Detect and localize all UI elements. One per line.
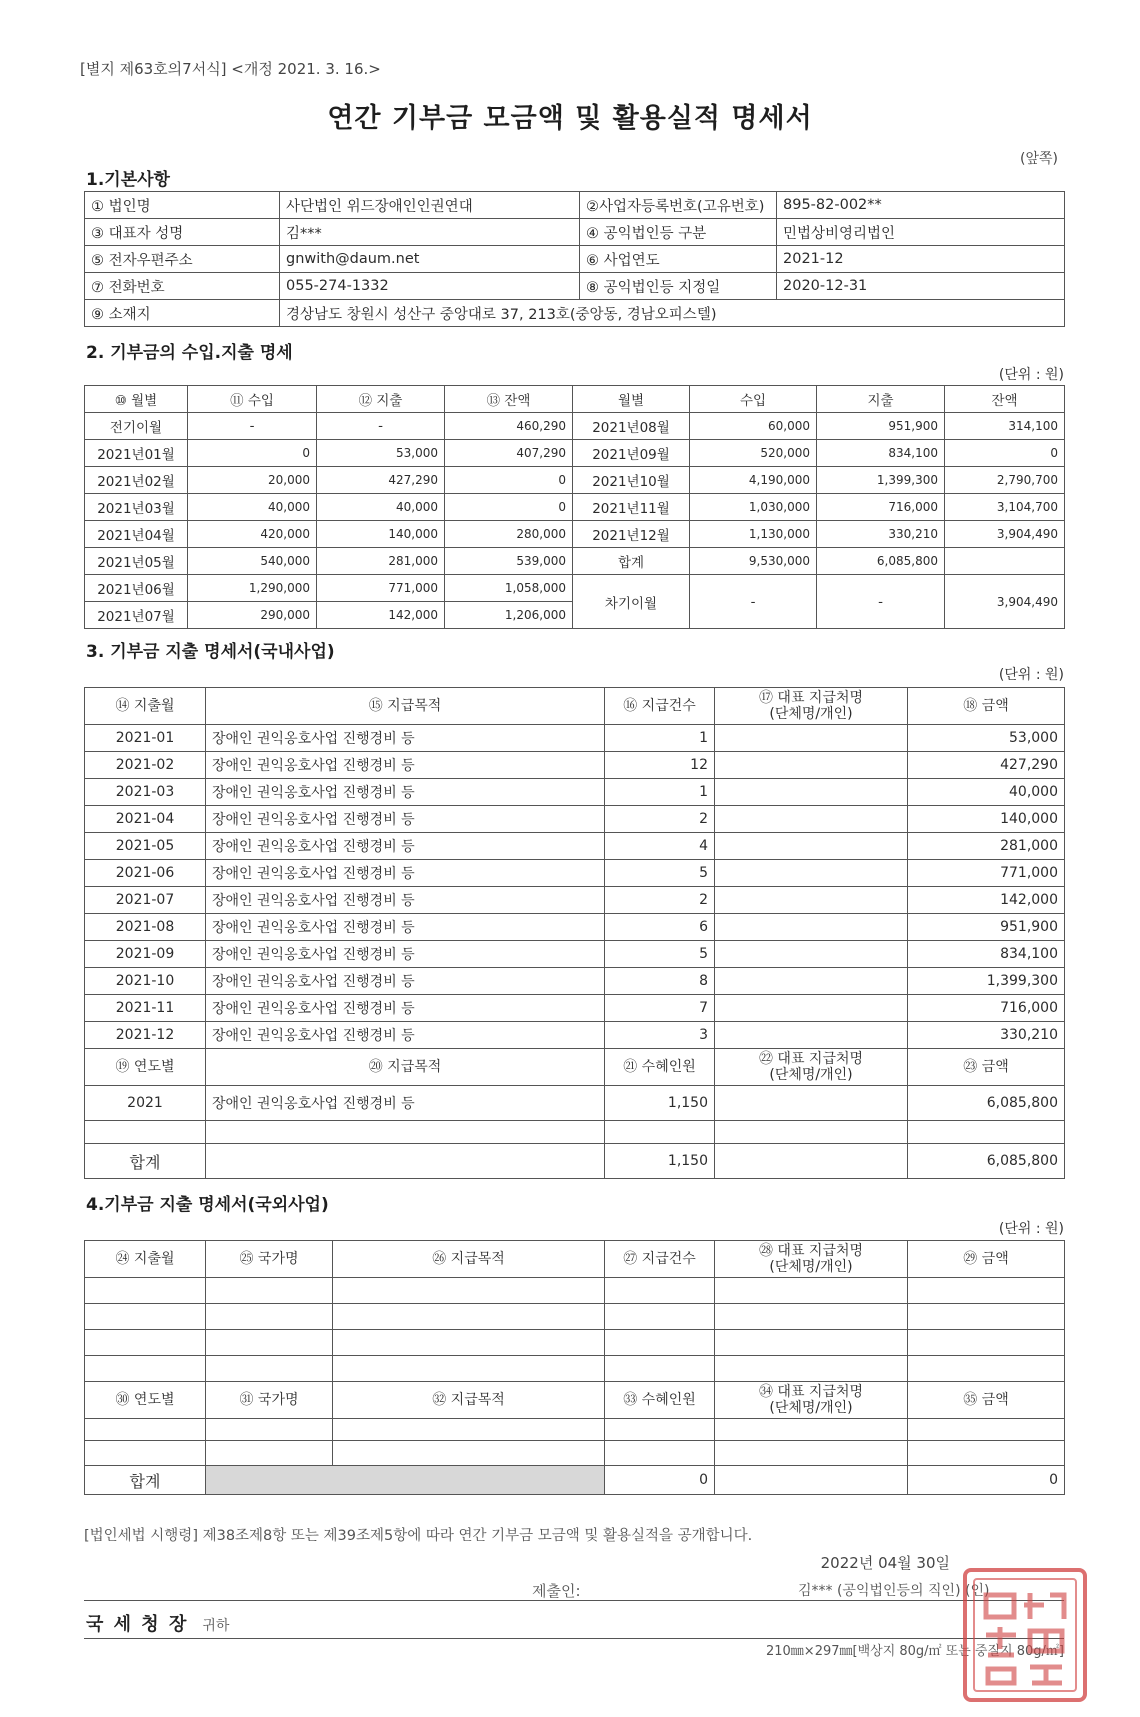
empty-cell [715,1419,908,1441]
empty-cell [333,1356,605,1382]
amount-cell: 420,000 [188,521,317,548]
amount-cell: 280,000 [445,521,573,548]
carry-cell: - [817,575,945,629]
gray-block [206,1466,605,1495]
month-cell: 2021년08월 [573,413,690,440]
month-cell: 2021년10월 [573,467,690,494]
payee-cell [715,995,908,1022]
domestic-expense-table [84,687,1065,1179]
month-cell: 2021년02월 [85,467,188,494]
column-header: ⑩ 월별 [85,386,188,413]
amount-cell: 3,904,490 [945,521,1065,548]
table-row [85,941,1065,968]
amount-cell [908,1121,1065,1144]
submitter-label: 제출인: [532,1582,581,1600]
amount-cell: 1,030,000 [690,494,817,521]
table-header [85,386,1065,413]
column-header: ㉞ 대표 지급처명 (단체명/개인) [715,1382,908,1419]
section4-title: 4.기부금 지출 명세서(국외사업) [86,1195,329,1215]
empty-cell [715,1356,908,1382]
empty-cell [715,1278,908,1304]
month-cell: 2021-03 [85,779,206,806]
month-cell: 2021년03월 [85,494,188,521]
amount-cell: 427,290 [317,467,445,494]
amount-cell: 834,100 [817,440,945,467]
page-side: (앞쪽) [1020,151,1058,167]
amount-cell: 834,100 [908,941,1065,968]
amount-cell: - [317,413,445,440]
column-header: 수입 [690,386,817,413]
section2-title: 2. 기부금의 수입.지출 명세 [86,343,293,363]
payee-cell [715,806,908,833]
amount-cell: 1,290,000 [188,575,317,602]
month-cell: 2021-02 [85,752,206,779]
count-cell: 8 [605,968,715,995]
table-row [85,995,1065,1022]
empty-row [85,1441,1065,1466]
basic-info-row [85,246,1065,273]
amount-cell: 407,290 [445,440,573,467]
column-header: ⑮ 지급목적 [206,688,605,725]
amount-cell: 1,130,000 [690,521,817,548]
amount-cell: 281,000 [317,548,445,575]
amount-cell: 716,000 [817,494,945,521]
table-header [85,1382,1065,1419]
year-cell: 2021 [85,1086,206,1121]
column-header: ㉘ 대표 지급처명 (단체명/개인) [715,1241,908,1278]
field-label: ②사업자등록번호(고유번호) [580,192,777,219]
table-row [85,548,1065,575]
count-cell: 1 [605,725,715,752]
empty-cell [605,1278,715,1304]
amount-cell: - [188,413,317,440]
field-label: ① 법인명 [85,192,280,219]
column-header: ㉖ 지급목적 [333,1241,605,1278]
amount-cell: 460,290 [445,413,573,440]
month-cell: 2021-11 [85,995,206,1022]
amount-cell: 330,210 [908,1022,1065,1049]
empty-cell [333,1441,605,1466]
column-header: ㉙ 금액 [908,1241,1065,1278]
table-row [85,494,1065,521]
carry-cell: 3,904,490 [945,575,1065,629]
empty-cell [85,1330,206,1356]
field-value: 2020-12-31 [777,273,1065,300]
month-cell: 2021년07월 [85,602,188,629]
overseas-expense-table [84,1240,1065,1495]
empty-cell [605,1356,715,1382]
column-header: ㉕ 국가명 [206,1241,333,1278]
amount-cell: 540,000 [188,548,317,575]
table-row [85,860,1065,887]
payee-cell [715,1121,908,1144]
empty-row [85,1278,1065,1304]
count-cell: 7 [605,995,715,1022]
month-cell: 2021-08 [85,914,206,941]
footer-divider-2 [84,1638,1064,1639]
empty-cell [85,1419,206,1441]
month-cell: 2021년12월 [573,521,690,548]
basic-info-table [84,191,1065,327]
paper-spec: 210㎜×297㎜[백상지 80g/㎡ 또는 중질지 80g/㎡] [765,1644,1064,1659]
payee-cell [715,860,908,887]
empty-row [85,1304,1065,1330]
total-label: 합계 [85,1466,206,1495]
month-cell: 2021년09월 [573,440,690,467]
total-amount: 6,085,800 [908,1144,1065,1179]
amount-cell: 0 [445,494,573,521]
field-label: ⑤ 전자우편주소 [85,246,280,273]
beneficiary-cell: 1,150 [605,1086,715,1121]
count-cell: 3 [605,1022,715,1049]
month-cell: 합계 [573,548,690,575]
table-row [85,752,1065,779]
addressee-suffix: 귀하 [202,1618,230,1634]
page-title: 연간 기부금 모금액 및 활용실적 명세서 [327,103,813,134]
empty-cell [85,1278,206,1304]
empty-cell [333,1278,605,1304]
table-row [85,887,1065,914]
month-cell: 전기이월 [85,413,188,440]
empty-cell [908,1278,1065,1304]
empty-cell [206,1441,333,1466]
column-header: ⑭ 지출월 [85,688,206,725]
form-id: [별지 제63호의7서식] <개정 2021. 3. 16.> [80,60,381,78]
payee-cell [715,941,908,968]
basic-info-row [85,219,1065,246]
total-label: 합계 [85,1144,206,1179]
amount-cell: 140,000 [317,521,445,548]
total-empty [715,1466,908,1495]
count-cell: 5 [605,941,715,968]
purpose-cell: 장애인 권익옹호사업 진행경비 등 [206,860,605,887]
section4-unit: (단위 : 원) [998,1221,1064,1237]
column-header: ⑰ 대표 지급처명 (단체명/개인) [715,688,908,725]
table-row [85,806,1065,833]
amount-cell: 6,085,800 [908,1086,1065,1121]
table-row [85,1086,1065,1121]
amount-cell: 0 [188,440,317,467]
table-row [85,833,1065,860]
basic-info-row [85,273,1065,300]
empty-cell [908,1419,1065,1441]
field-value: 2021-12 [777,246,1065,273]
empty-cell [206,1330,333,1356]
empty-cell [605,1330,715,1356]
column-header: 잔액 [945,386,1065,413]
table-row [85,1022,1065,1049]
column-header: ㉛ 국가명 [206,1382,333,1419]
empty-cell [908,1304,1065,1330]
amount-cell: 1,399,300 [908,968,1065,995]
empty-cell [206,1304,333,1330]
column-header: ㉝ 수혜인원 [605,1382,715,1419]
month-cell: 2021년06월 [85,575,188,602]
column-header: ㉓ 금액 [908,1049,1065,1086]
amount-cell: 951,900 [817,413,945,440]
amount-cell: 330,210 [817,521,945,548]
payee-cell [715,1086,908,1121]
purpose-cell: 장애인 권익옹호사업 진행경비 등 [206,1086,605,1121]
field-value: gnwith@daum.net [280,246,580,273]
amount-cell: 53,000 [317,440,445,467]
field-label: ④ 공익법인등 구분 [580,219,777,246]
amount-cell: 427,290 [908,752,1065,779]
empty-cell [85,1356,206,1382]
month-cell: 2021-01 [85,725,206,752]
count-cell: 5 [605,860,715,887]
field-value: 사단법인 위드장애인인권연대 [280,192,580,219]
field-value: 055-274-1332 [280,273,580,300]
month-cell: 2021년11월 [573,494,690,521]
purpose-cell: 장애인 권익옹호사업 진행경비 등 [206,779,605,806]
amount-cell: 142,000 [908,887,1065,914]
purpose-cell: 장애인 권익옹호사업 진행경비 등 [206,833,605,860]
count-cell: 12 [605,752,715,779]
count-cell: 2 [605,806,715,833]
month-cell: 2021-09 [85,941,206,968]
column-header: ⑪ 수입 [188,386,317,413]
address-value: 경상남도 창원시 성산구 중앙대로 37, 213호(중앙동, 경남오피스텔) [280,300,1065,327]
amount-cell: 1,399,300 [817,467,945,494]
column-header: ㉒ 대표 지급처명 (단체명/개인) [715,1049,908,1086]
purpose-cell: 장애인 권익옹호사업 진행경비 등 [206,887,605,914]
amount-cell: 60,000 [690,413,817,440]
purpose-cell [206,1121,605,1144]
empty-cell [333,1419,605,1441]
empty-cell [715,1330,908,1356]
addressee [86,1610,229,1636]
empty-cell [206,1356,333,1382]
empty-cell [605,1441,715,1466]
amount-cell: 771,000 [317,575,445,602]
purpose-cell: 장애인 권익옹호사업 진행경비 등 [206,752,605,779]
purpose-cell: 장애인 권익옹호사업 진행경비 등 [206,1022,605,1049]
count-cell: 2 [605,887,715,914]
carry-cell: - [690,575,817,629]
field-label: ⑧ 공익법인등 지정일 [580,273,777,300]
field-label: ⑦ 전화번호 [85,273,280,300]
purpose-cell: 장애인 권익옹호사업 진행경비 등 [206,995,605,1022]
column-header: ㉔ 지출월 [85,1241,206,1278]
column-header: ⑫ 지출 [317,386,445,413]
amount-cell: 0 [945,440,1065,467]
month-cell: 2021-04 [85,806,206,833]
payee-cell [715,752,908,779]
field-value: 민법상비영리법인 [777,219,1065,246]
section3-unit: (단위 : 원) [998,667,1064,683]
amount-cell: 40,000 [317,494,445,521]
table-row [85,968,1065,995]
amount-cell: 539,000 [445,548,573,575]
table-row [85,779,1065,806]
column-header: 지출 [817,386,945,413]
submitter-name: 김*** (공익법인등의 직인) (인) [798,1583,990,1599]
address-row [85,300,1065,327]
empty-cell [908,1330,1065,1356]
purpose-cell: 장애인 권익옹호사업 진행경비 등 [206,806,605,833]
table-row [85,725,1065,752]
amount-cell: 40,000 [188,494,317,521]
count-cell: 4 [605,833,715,860]
empty-cell [908,1441,1065,1466]
purpose-cell: 장애인 권익옹호사업 진행경비 등 [206,914,605,941]
amount-cell: 771,000 [908,860,1065,887]
table-row [85,467,1065,494]
section2-unit: (단위 : 원) [998,367,1064,383]
table-row [85,575,1065,602]
amount-cell: 716,000 [908,995,1065,1022]
field-label: ③ 대표자 성명 [85,219,280,246]
empty-row [85,1419,1065,1441]
amount-cell: 290,000 [188,602,317,629]
payee-cell [715,779,908,806]
field-label: ⑥ 사업연도 [580,246,777,273]
empty-cell [605,1419,715,1441]
column-header: ㉚ 연도별 [85,1382,206,1419]
amount-cell: 4,190,000 [690,467,817,494]
payee-cell [715,968,908,995]
month-cell: 2021년05월 [85,548,188,575]
table-header [85,688,1065,725]
table-row [85,440,1065,467]
amount-cell: 1,206,000 [445,602,573,629]
amount-cell: 2,790,700 [945,467,1065,494]
carry-label: 차기이월 [573,575,690,629]
footer-divider [84,1600,1064,1601]
total-count: 0 [605,1466,715,1495]
total-count: 1,150 [605,1144,715,1179]
amount-cell: 53,000 [908,725,1065,752]
purpose-cell: 장애인 권익옹호사업 진행경비 등 [206,968,605,995]
amount-cell: 140,000 [908,806,1065,833]
table-row [85,1121,1065,1144]
amount-cell [945,548,1065,575]
empty-cell [206,1278,333,1304]
month-cell: 2021년04월 [85,521,188,548]
column-header: 월별 [573,386,690,413]
month-cell: 2021-06 [85,860,206,887]
total-row [85,1466,1065,1495]
month-cell: 2021-12 [85,1022,206,1049]
amount-cell: 6,085,800 [817,548,945,575]
amount-cell: 142,000 [317,602,445,629]
column-header: ㉗ 지급건수 [605,1241,715,1278]
payee-cell [715,1022,908,1049]
legal-notice: [법인세법 시행령] 제38조제8항 또는 제39조제5항에 따라 연간 기부금 모금액 및 활용실적을 공개합니다. [84,1528,753,1544]
empty-row [85,1356,1065,1382]
amount-cell: 20,000 [188,467,317,494]
empty-cell [333,1304,605,1330]
income-expense-table [84,385,1065,629]
table-header [85,1241,1065,1278]
table-row [85,521,1065,548]
field-value: 895-82-002** [777,192,1065,219]
basic-info-row [85,192,1065,219]
payee-cell [715,914,908,941]
empty-row [85,1330,1065,1356]
payee-cell [715,725,908,752]
amount-cell: 1,058,000 [445,575,573,602]
table-row [85,413,1065,440]
column-header: ⑳ 지급목적 [206,1049,605,1086]
empty-cell [715,1441,908,1466]
empty-cell [206,1419,333,1441]
empty-cell [85,1441,206,1466]
month-cell: 2021-07 [85,887,206,914]
table-row [85,914,1065,941]
amount-cell: 40,000 [908,779,1065,806]
amount-cell: 951,900 [908,914,1065,941]
column-header: ㉑ 수혜인원 [605,1049,715,1086]
column-header: ⑲ 연도별 [85,1049,206,1086]
amount-cell: 9,530,000 [690,548,817,575]
month-cell: 2021-10 [85,968,206,995]
purpose-cell: 장애인 권익옹호사업 진행경비 등 [206,725,605,752]
table-header [85,1049,1065,1086]
month-cell: 2021-05 [85,833,206,860]
empty-cell [85,1304,206,1330]
count-cell: 6 [605,914,715,941]
section1-title: 1.기본사항 [86,170,170,190]
section3-title: 3. 기부금 지출 명세서(국내사업) [86,642,335,662]
month-cell: 2021년01월 [85,440,188,467]
empty-cell [333,1330,605,1356]
purpose-cell: 장애인 권익옹호사업 진행경비 등 [206,941,605,968]
field-value: 김*** [280,219,580,246]
field-label: ⑨ 소재지 [85,300,280,327]
payee-cell [715,833,908,860]
year-cell [85,1121,206,1144]
amount-cell: 314,100 [945,413,1065,440]
addressee-name: 국 세 청 장 [86,1614,189,1635]
official-seal-stamp [960,1565,1090,1705]
payee-cell [715,887,908,914]
total-empty [715,1144,908,1179]
empty-cell [908,1356,1065,1382]
column-header: ⑯ 지급건수 [605,688,715,725]
empty-cell [715,1304,908,1330]
column-header: ⑱ 금액 [908,688,1065,725]
amount-cell: 520,000 [690,440,817,467]
column-header: ㉜ 지급목적 [333,1382,605,1419]
total-row [85,1144,1065,1179]
total-empty [206,1144,605,1179]
beneficiary-cell [605,1121,715,1144]
column-header: ⑬ 잔액 [445,386,573,413]
total-amount: 0 [908,1466,1065,1495]
count-cell: 1 [605,779,715,806]
amount-cell: 281,000 [908,833,1065,860]
submit-date: 2022년 04월 30일 [820,1554,950,1572]
amount-cell: 3,104,700 [945,494,1065,521]
column-header: ㉟ 금액 [908,1382,1065,1419]
amount-cell: 0 [445,467,573,494]
empty-cell [605,1304,715,1330]
